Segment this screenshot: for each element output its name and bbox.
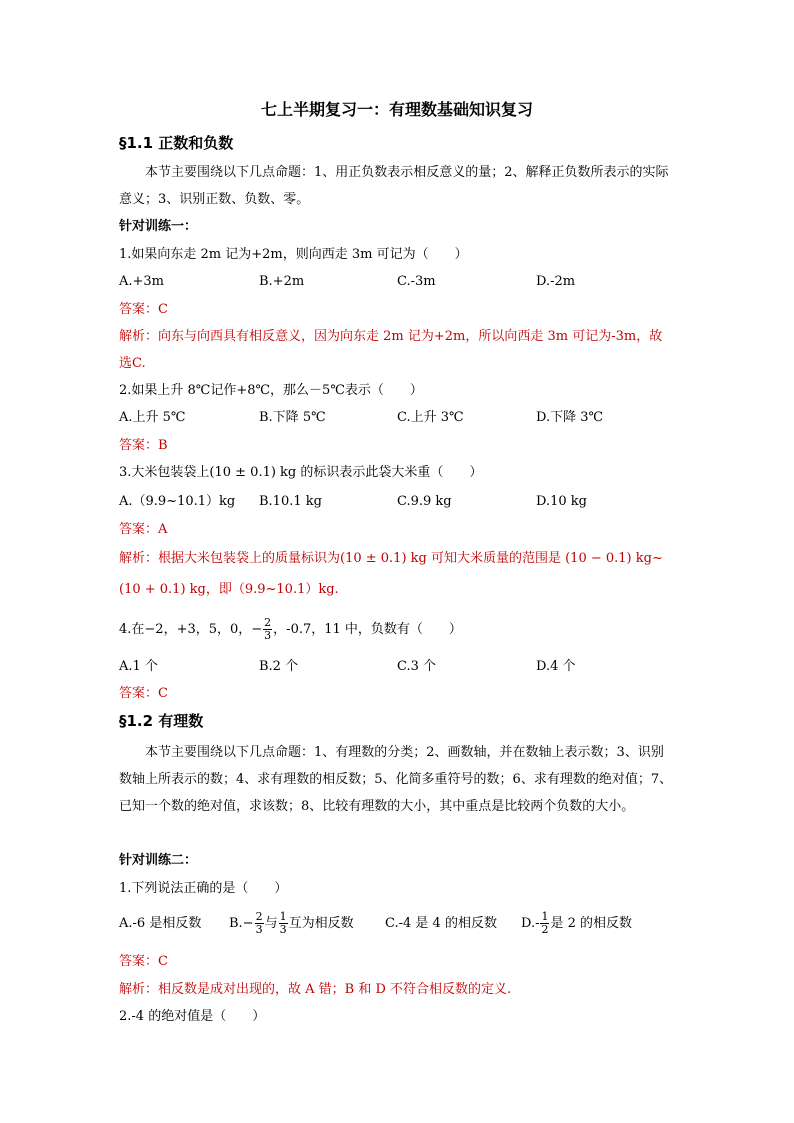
- fraction-denominator: 2: [541, 923, 549, 936]
- option-a: A.（9.9~10.1）kg: [119, 494, 236, 509]
- option-a: A.1 个: [119, 659, 158, 674]
- option-text: 是 2 的相反数: [550, 916, 633, 931]
- option-b: B.10.1 kg: [259, 494, 322, 509]
- option-b: [229, 908, 354, 940]
- option-c: C.-3m: [397, 274, 436, 289]
- training-heading-2: 针对训练二：: [119, 853, 198, 868]
- option-d: [521, 908, 632, 940]
- fraction: [540, 911, 549, 936]
- question-stem: 1.如果向东走 2m 记为+2m，则向西走 3m 可记为（ ）: [119, 247, 468, 262]
- option-text: 与: [264, 916, 278, 931]
- option-c: C.-4 是 4 的相反数: [385, 916, 497, 931]
- fraction: [279, 911, 288, 936]
- fraction-numerator: 1: [541, 910, 549, 923]
- option-a: A.+3m: [119, 274, 165, 289]
- option-d: D.-2m: [536, 274, 576, 289]
- analysis: 解析：相反数是成对出现的，故 A 错；B 和 D 不符合相反数的定义.: [119, 982, 512, 997]
- answer: 答案：C: [119, 954, 168, 969]
- answer: 答案：C: [119, 302, 168, 317]
- training-heading-1: 针对训练一：: [119, 219, 198, 234]
- analysis-line-2: (10 + 0.1) kg，即（9.9~10.1）kg.: [119, 582, 339, 597]
- option-d: D.下降 3℃: [536, 410, 604, 425]
- fraction-denominator: 3: [264, 629, 272, 642]
- option-b: B.+2m: [259, 274, 305, 289]
- fraction-numerator: 2: [264, 616, 272, 629]
- question-stem: 2.如果上升 8℃记作+8℃，那么－5℃表示（ ）: [119, 383, 423, 398]
- question-stem: [119, 615, 675, 645]
- section-intro-1-1: 本节主要围绕以下几点命题：1、用正负数表示相反意义的量；2、解释正负数所表示的实际意义；3、识别正数、负数、零。: [119, 165, 669, 207]
- option-text: 互为相反数: [288, 916, 354, 931]
- options-row: [119, 404, 679, 431]
- option-a: A.上升 5℃: [119, 410, 186, 425]
- options-row: [119, 653, 679, 680]
- stem-text: ，-0.7，11 中，负数有（ ）: [273, 622, 462, 637]
- options-row: [119, 268, 679, 295]
- fraction: [255, 911, 264, 936]
- question-stem: 3.大米包装袋上(10 ± 0.1) kg 的标识表示此袋大米重（ ）: [119, 465, 483, 480]
- fraction-numerator: 2: [255, 910, 263, 923]
- section-heading-1-1: §1.1 正数和负数: [119, 134, 234, 152]
- answer: 答案：B: [119, 438, 168, 453]
- option-b: B.2 个: [259, 659, 299, 674]
- fraction-denominator: 3: [279, 923, 287, 936]
- question-stem: 2.-4 的绝对值是（ ）: [119, 1009, 266, 1024]
- option-b: B.下降 5℃: [259, 410, 326, 425]
- document-title: 七上半期复习一：有理数基础知识复习: [260, 100, 533, 119]
- option-c: C.上升 3℃: [397, 410, 464, 425]
- option-a: A.-6 是相反数: [119, 916, 202, 931]
- fraction-denominator: 3: [255, 923, 263, 936]
- answer: 答案：C: [119, 686, 168, 701]
- stem-text: 4.在−2，+3，5，0，−: [119, 622, 263, 637]
- fraction: [263, 617, 272, 642]
- fraction-numerator: 1: [279, 910, 287, 923]
- option-d: D.10 kg: [536, 494, 587, 509]
- section-intro-1-2: 本节主要围绕以下几点命题：1、有理数的分类；2、画数轴，并在数轴上表示数；3、识别数轴上所表示的数；4、求有理数的相反数；5、化简多重符号的数；6、求有理数的绝对值；7、已知一个数的绝对值，求该数；8、比较有理数的大小，其中重点是比较两个负数的大小。: [119, 745, 673, 814]
- answer: 答案：A: [119, 522, 168, 537]
- option-d: D.4 个: [536, 659, 576, 674]
- option-c: C.9.9 kg: [397, 494, 452, 509]
- section-heading-1-2: §1.2 有理数: [119, 712, 204, 730]
- question-stem: 1.下列说法正确的是（ ）: [119, 881, 288, 896]
- options-row: [119, 908, 679, 940]
- analysis: 解析：向东与向西具有相反意义，因为向东走 2m 记为+2m，所以向西走 3m 可记为-3m，故选C.: [119, 329, 663, 371]
- options-row: [119, 488, 679, 515]
- option-c: C.3 个: [397, 659, 437, 674]
- option-text: B.−: [229, 916, 254, 931]
- analysis-line-1: 解析：根据大米包装袋上的质量标识为(10 ± 0.1) kg 可知大米质量的范围是 (10 − 0.1) kg~: [119, 551, 663, 566]
- option-text: D.-: [521, 916, 540, 931]
